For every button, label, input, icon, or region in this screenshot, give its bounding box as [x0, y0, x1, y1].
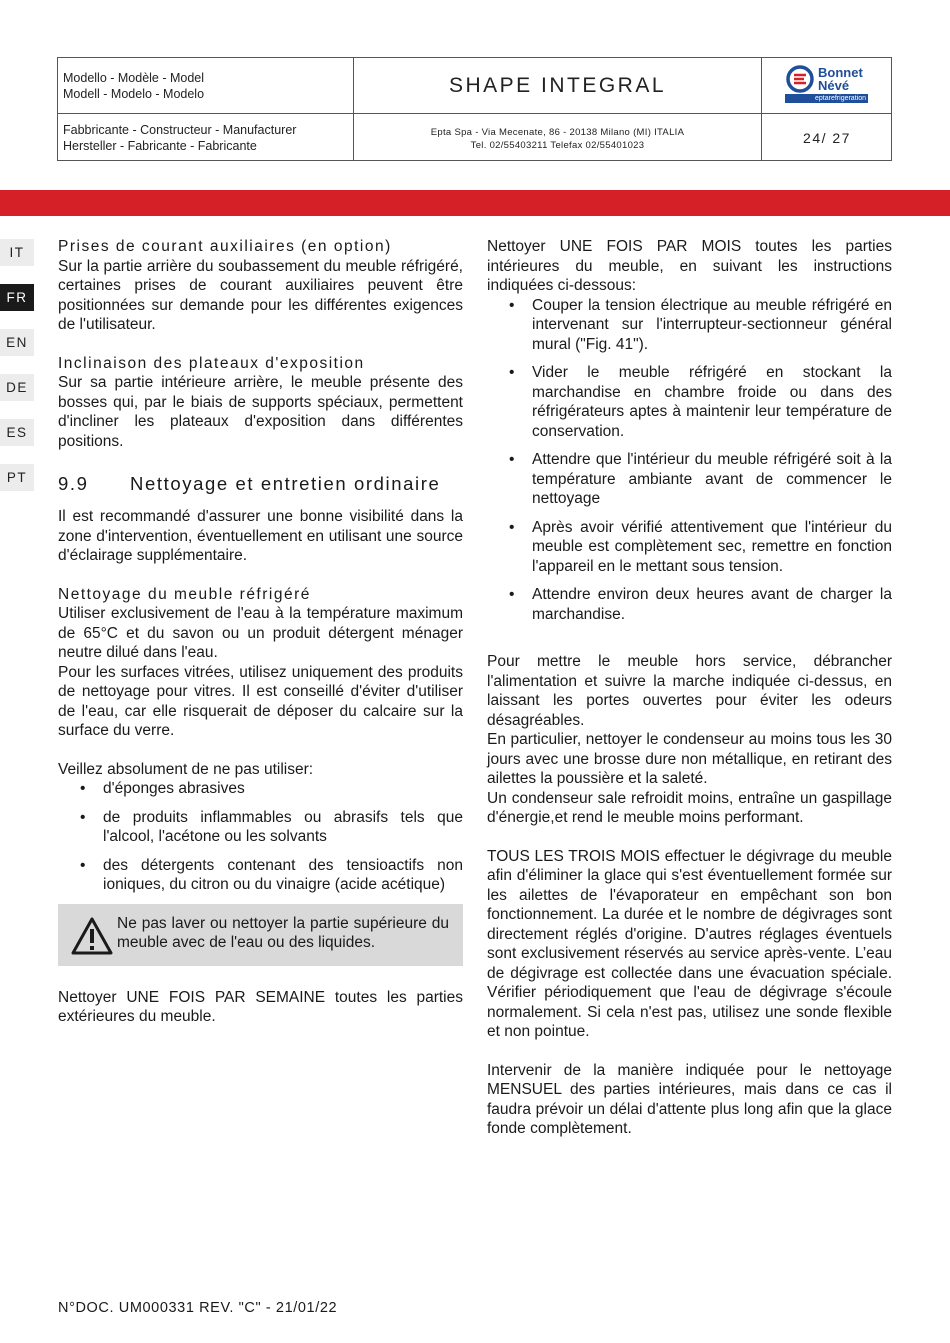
address-line-2: Tel. 02/55403211 Telefax 02/55401023: [470, 140, 645, 151]
quarterly-defrost-text: TOUS LES TROIS MOIS effectuer le dégivrage du meuble afin d'éliminer la glace qui s'est éventuellement formée sur les ailettes de l'évaporateur en empêchant son bon fonctionnement. La durée et le nombre de dégivrages sont directement réglés d'origine. D'autres réglages éventuels sont exclusivement réservés au service après-vente. L’eau de dégivrage est collectée dans une évacuation spéciale. Vérifier périodiquement que l'eau de dégivrage s'écoule normalement. Si cela n'est pas, utilisez une sonde flexible et non pointue.: [487, 847, 892, 1040]
monthly-steps-list: [487, 296, 892, 625]
list-item: • des détergents contenant des tensioactifs non ioniques, du citron ou du vinaigre (acide acétique): [58, 856, 463, 895]
cleaning-text-2: Pour les surfaces vitrées, utilisez uniquement des produits de nettoyage pour vitres. Il est conseillé d'éviter d'utiliser de l'eau, car elle risquerait de déposer du calcaire sur la surface du verre.: [58, 663, 463, 739]
logo-emblem-icon: [785, 64, 815, 94]
section-heading: [58, 472, 463, 496]
left-column: [58, 237, 463, 1027]
address-line-1: Epta Spa - Via Mecenate, 86 - 20138 Milano (MI) ITALIA: [430, 127, 685, 138]
weekly-cleaning-text: Nettoyer UNE FOIS PAR SEMAINE toutes les parties extérieures du meuble.: [58, 988, 463, 1025]
shelf-tilt-title: Inclinaison des plateaux d'exposition: [58, 354, 365, 372]
list-item: • Attendre environ deux heures avant de charger la marchandise.: [487, 585, 892, 624]
logo-text-neve: Névé: [818, 78, 850, 93]
monthly-intro: Nettoyer UNE FOIS PAR MOIS toutes les parties intérieures du meuble, en suivant les instructions indiquées ci-dessous:: [487, 238, 892, 294]
manufacturer-label-line-1: Fabbricante - Constructeur - Manufacturer: [63, 123, 297, 137]
section-number: 9.9: [58, 473, 89, 494]
final-cleaning-text: Intervenir de la manière indiquée pour le nettoyage MENSUEL des parties intérieures, mais dans ce cas il faudra prévoir un délai d'attente plus long afin que la glace fonde complètement.: [487, 1061, 892, 1137]
shelf-tilt-text: Sur sa partie intérieure arrière, le meuble présente des bosses qui, par le biais de supports spéciaux, permettent d'incliner les plateaux d'exposition dans différentes positions.: [58, 374, 463, 450]
logo-text-bonnet: Bonnet: [818, 65, 863, 80]
warning-box: [58, 904, 463, 966]
page-number: 24/ 27: [803, 130, 851, 146]
lang-tab-es[interactable]: ES: [0, 419, 34, 446]
avoid-list: [58, 779, 463, 895]
list-item: • de produits inflammables ou abrasifs tels que l'alcool, l'acétone ou les solvants: [58, 808, 463, 847]
lang-tab-de[interactable]: DE: [0, 374, 34, 401]
lang-tab-it[interactable]: IT: [0, 239, 34, 266]
cleaning-text-1: Utiliser exclusivement de l'eau à la température maximum de 65°C et du savon ou un produit détergent ménager neutre dilué dans l'eau.: [58, 605, 463, 661]
cleaning-title: Nettoyage du meuble réfrigéré: [58, 585, 311, 603]
out-of-service-text-3: Un condenseur sale refroidit moins, entraîne un gaspillage d'énergie,et rend le meuble moins performant.: [487, 789, 892, 826]
manufacturer-label-line-2: Hersteller - Fabricante - Fabricante: [63, 139, 257, 153]
section-title: Nettoyage et entretien ordinaire: [130, 473, 441, 494]
lang-tab-fr[interactable]: FR: [0, 284, 34, 311]
bonnet-neve-logo: [785, 64, 869, 106]
logo-subtitle: eptarefrigeration: [785, 94, 868, 103]
list-item: • Après avoir vérifié attentivement que l'intérieur du meuble est complètement sec, remettre en fonction l'appareil en le mettant sous tension.: [487, 518, 892, 577]
lang-tab-en[interactable]: EN: [0, 329, 34, 356]
right-column: [487, 237, 892, 1139]
out-of-service-text-1: Pour mettre le meuble hors service, débrancher l'alimentation et suivre la marche indiquée ci-dessus, en laissant les portes ouvertes pour éviter les odeurs désagréables.: [487, 653, 892, 729]
model-label-line-1: Modello - Modèle - Model: [63, 71, 205, 85]
manufacturer-label: [63, 122, 296, 154]
lang-tab-pt[interactable]: PT: [0, 464, 34, 491]
model-label-line-2: Modell - Modelo - Modelo: [63, 87, 205, 101]
avoid-intro: Veillez absolument de ne pas utiliser:: [58, 760, 314, 778]
list-item: • d'éponges abrasives: [58, 779, 463, 799]
manufacturer-address: [354, 126, 761, 152]
list-item: • Couper la tension électrique au meuble réfrigéré en intervenant sur l'interrupteur-sectionneur général mural ("Fig. 41").: [487, 296, 892, 355]
list-item: • Vider le meuble réfrigéré en stockant la marchandise en chambre froide ou dans des réfrigérateurs aptes à maintenir leur température de conservation.: [487, 363, 892, 441]
out-of-service-text-2: En particulier, nettoyer le condenseur au moins tous les 30 jours avec une brosse dure non métallique, en retirant des ailettes la poussière et la saleté.: [487, 731, 892, 787]
model-label: [63, 70, 204, 102]
document-number: N°DOC. UM000331 REV. "C" - 21/01/22: [58, 1300, 338, 1316]
aux-sockets-text: Sur la partie arrière du soubassement du meuble réfrigéré, certaines prises de courant auxiliaires peuvent être positionnées sur demande pour les différentes exigences de l'utilisateur.: [58, 257, 463, 333]
document-header: [57, 57, 892, 161]
visibility-text: Il est recommandé d'assurer une bonne visibilité dans la zone d'intervention, éventuellement en utilisant une source d'éclairage supplémentaire.: [58, 508, 463, 564]
red-accent-band: [0, 190, 950, 216]
warning-text: Ne pas laver ou nettoyer la partie supérieure du meuble avec de l'eau ou des liquides.: [117, 914, 449, 951]
language-tabs: [0, 239, 34, 509]
list-item: • Attendre que l'intérieur du meuble réfrigéré soit à la température ambiante avant de commencer le nettoyage: [487, 450, 892, 509]
document-title: SHAPE INTEGRAL: [448, 74, 667, 97]
aux-sockets-title: Prises de courant auxiliaires (en option): [58, 238, 392, 255]
warning-triangle-icon: [70, 916, 114, 956]
